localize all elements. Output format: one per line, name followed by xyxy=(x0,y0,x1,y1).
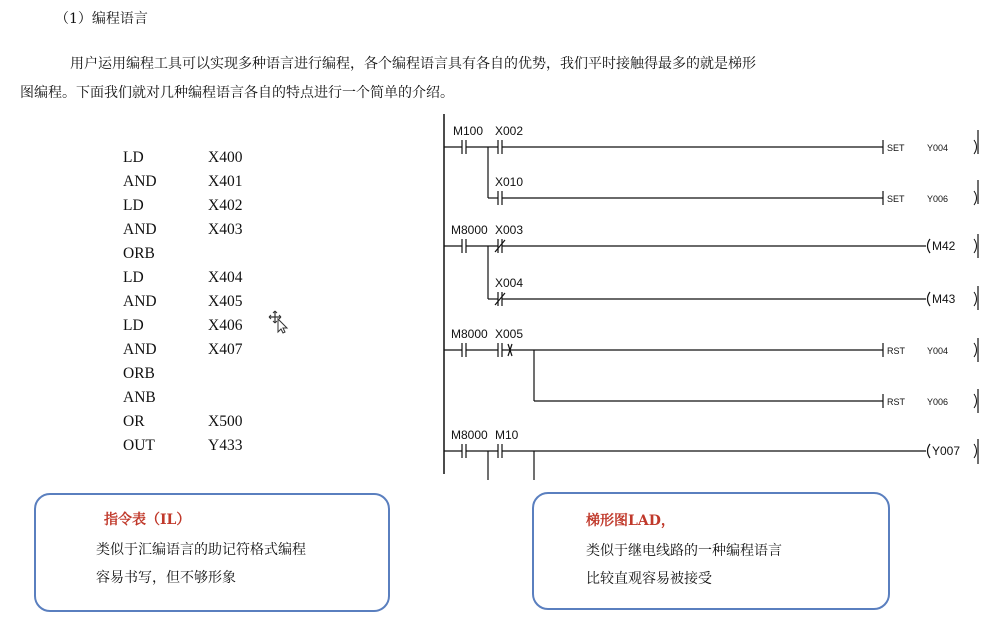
il-callout-line-1: 类似于汇编语言的助记符格式编程 xyxy=(96,542,306,558)
ladder-output-instr: SET xyxy=(887,143,905,153)
ladder-output-device: Y007 xyxy=(932,444,961,458)
il-opcode: AND xyxy=(123,221,157,238)
il-operand: X403 xyxy=(208,221,243,238)
ladder-contact-label: X003 xyxy=(495,223,524,237)
intro-paragraph xyxy=(20,50,940,108)
lad-callout-title: 梯形图LAD， xyxy=(586,513,675,529)
intro-line-1: 用户运用编程工具可以实现多种语言进行编程，各个编程语言具有各自的优势，我们平时接触得最多的就是梯形 xyxy=(70,56,756,72)
ladder-output-device: Y006 xyxy=(927,397,949,407)
ladder-contact-label: X004 xyxy=(495,276,524,290)
il-operand: X402 xyxy=(208,197,243,214)
il-opcode: OR xyxy=(123,413,145,430)
il-operand: X404 xyxy=(208,269,243,286)
ladder-output-instr: RST xyxy=(887,397,905,407)
il-operand: X401 xyxy=(208,173,243,190)
ladder-contact-label: M8000 xyxy=(451,223,488,237)
ladder-output-device: M42 xyxy=(932,239,956,253)
ladder-contact-label: M8000 xyxy=(451,327,488,341)
il-callout-line-2: 容易书写，但不够形象 xyxy=(96,570,236,586)
il-opcode: LD xyxy=(123,149,144,166)
ladder-contact-label: X010 xyxy=(495,175,524,189)
ladder-output-device: Y004 xyxy=(927,143,949,153)
il-opcode: OUT xyxy=(123,437,155,454)
move-cursor-icon xyxy=(268,310,290,334)
ladder-contact-label: M10 xyxy=(495,428,519,442)
il-opcode: LD xyxy=(123,269,144,286)
ladder-contact-label: X002 xyxy=(495,124,524,138)
ladder-contact-label: M8000 xyxy=(451,428,488,442)
section-heading: （1）编程语言 xyxy=(55,11,148,27)
ladder-contact-label: M100 xyxy=(453,124,484,138)
il-operand: X405 xyxy=(208,293,243,310)
lad-callout-line-1: 类似于继电线路的一种编程语言 xyxy=(586,543,782,559)
intro-line-2: 图编程。下面我们就对几种编程语言各自的特点进行一个简单的介绍。 xyxy=(20,85,454,101)
il-opcode: LD xyxy=(123,197,144,214)
il-operand: X500 xyxy=(208,413,243,430)
ladder-diagram xyxy=(438,114,983,486)
il-callout-title: 指令表（IL） xyxy=(104,512,191,528)
il-opcode: AND xyxy=(123,341,157,358)
ladder-output-device: Y006 xyxy=(927,194,949,204)
lad-callout-line-2: 比较直观容易被接受 xyxy=(586,571,712,587)
il-opcode: AND xyxy=(123,173,157,190)
il-opcode: ORB xyxy=(123,245,155,262)
il-opcode: LD xyxy=(123,317,144,334)
il-operand: Y433 xyxy=(208,437,243,454)
il-operand: X407 xyxy=(208,341,243,358)
il-opcode: ANB xyxy=(123,389,156,406)
ladder-output-instr: RST xyxy=(887,346,905,356)
ladder-output-device: M43 xyxy=(932,292,956,306)
ladder-output-device: Y004 xyxy=(927,346,949,356)
il-operand: X400 xyxy=(208,149,243,166)
il-opcode: AND xyxy=(123,293,157,310)
il-callout-box xyxy=(34,493,390,612)
ladder-contact-label: X005 xyxy=(495,327,524,341)
il-operand: X406 xyxy=(208,317,243,334)
ladder-output-instr: SET xyxy=(887,194,905,204)
il-opcode: ORB xyxy=(123,365,155,382)
lad-callout-box xyxy=(532,492,890,610)
